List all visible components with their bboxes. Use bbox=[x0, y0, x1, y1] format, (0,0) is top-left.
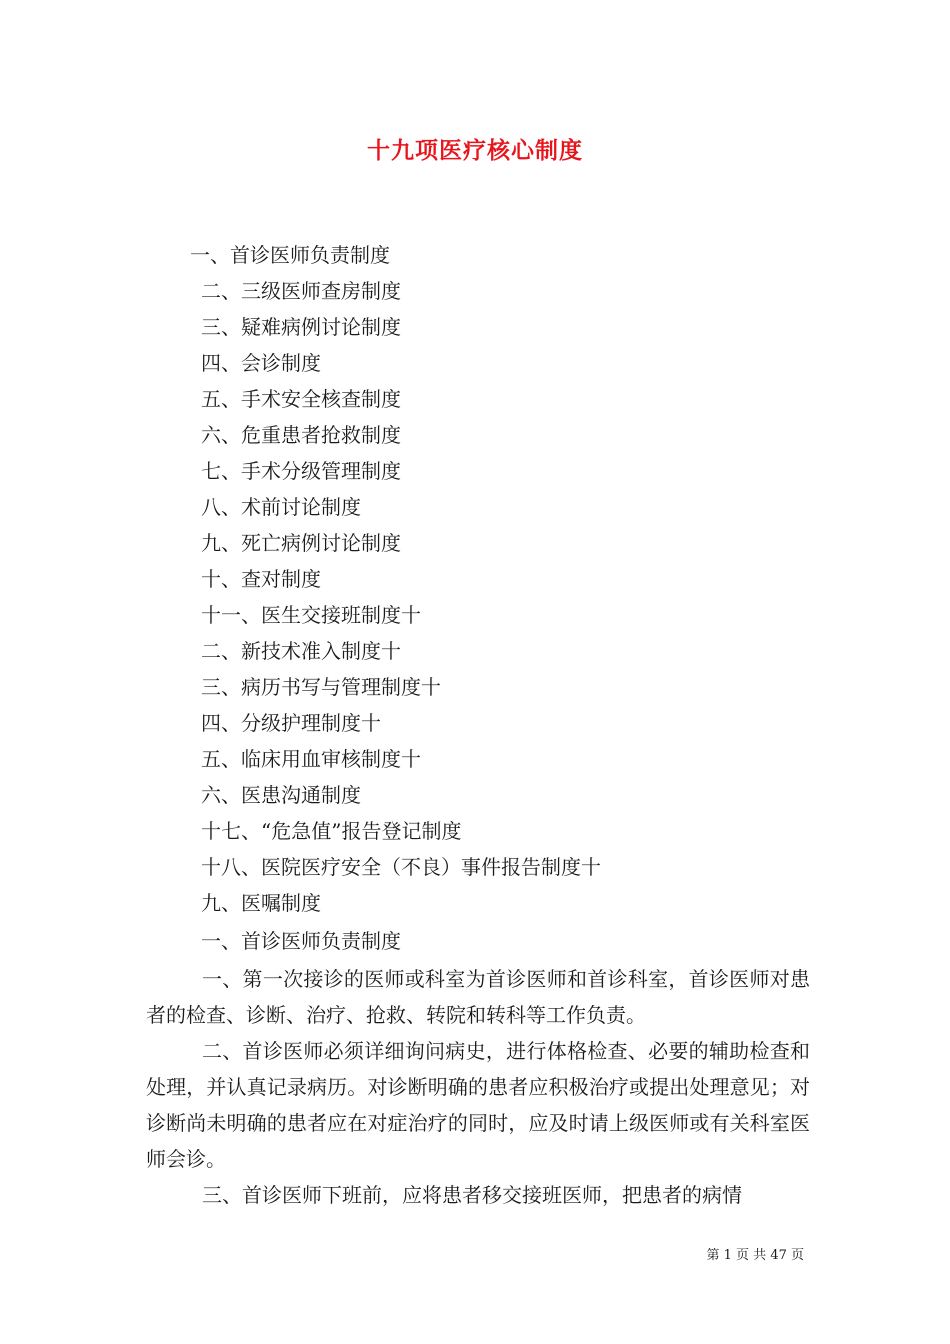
toc-item: 四、分级护理制度十 bbox=[201, 711, 381, 735]
toc-item: 十八、医院医疗安全（不良）事件报告制度十 bbox=[201, 855, 601, 879]
toc-item: 十一、医生交接班制度十 bbox=[201, 603, 421, 627]
toc-item: 五、临床用血审核制度十 bbox=[201, 747, 421, 771]
page-footer: 第 1 页 共 47 页 bbox=[706, 1248, 804, 1263]
toc-item: 三、疑难病例讨论制度 bbox=[201, 315, 401, 339]
toc-item: 六、医患沟通制度 bbox=[201, 783, 361, 807]
paragraph: 三、首诊医师下班前，应将患者移交接班医师，把患者的病情 bbox=[202, 1183, 742, 1207]
toc-item: 十、查对制度 bbox=[201, 567, 321, 591]
document-title: 十九项医疗核心制度 bbox=[367, 137, 583, 164]
paragraph: 一、第一次接诊的医师或科室为首诊医师和首诊科室，首诊医师对患者的检查、诊断、治疗、抢救、转院和转科等工作负责。 bbox=[146, 967, 810, 1027]
toc-item: 二、新技术准入制度十 bbox=[201, 639, 401, 663]
toc-item: 五、手术安全核查制度 bbox=[201, 387, 401, 411]
toc-item: 四、会诊制度 bbox=[201, 351, 321, 375]
toc-item: 九、死亡病例讨论制度 bbox=[201, 531, 401, 555]
toc-item: 三、病历书写与管理制度十 bbox=[201, 675, 441, 699]
toc-item: 一、首诊医师负责制度 bbox=[190, 243, 390, 267]
toc-item: 六、危重患者抢救制度 bbox=[201, 423, 401, 447]
toc-item: 二、三级医师查房制度 bbox=[201, 279, 401, 303]
toc-item: 十七、“危急值”报告登记制度 bbox=[201, 819, 462, 843]
section-heading: 一、首诊医师负责制度 bbox=[201, 929, 401, 953]
body-text bbox=[146, 961, 810, 1213]
toc-item: 八、术前讨论制度 bbox=[201, 495, 361, 519]
paragraph: 二、首诊医师必须详细询问病史，进行体格检查、必要的辅助检查和处理，并认真记录病历。对诊断明确的患者应积极治疗或提出处理意见；对诊断尚未明确的患者应在对症治疗的同时，应及时请上级医师或有关科室医师会诊。 bbox=[146, 1039, 810, 1171]
toc-item: 七、手术分级管理制度 bbox=[201, 459, 401, 483]
toc-item: 九、医嘱制度 bbox=[201, 891, 321, 915]
